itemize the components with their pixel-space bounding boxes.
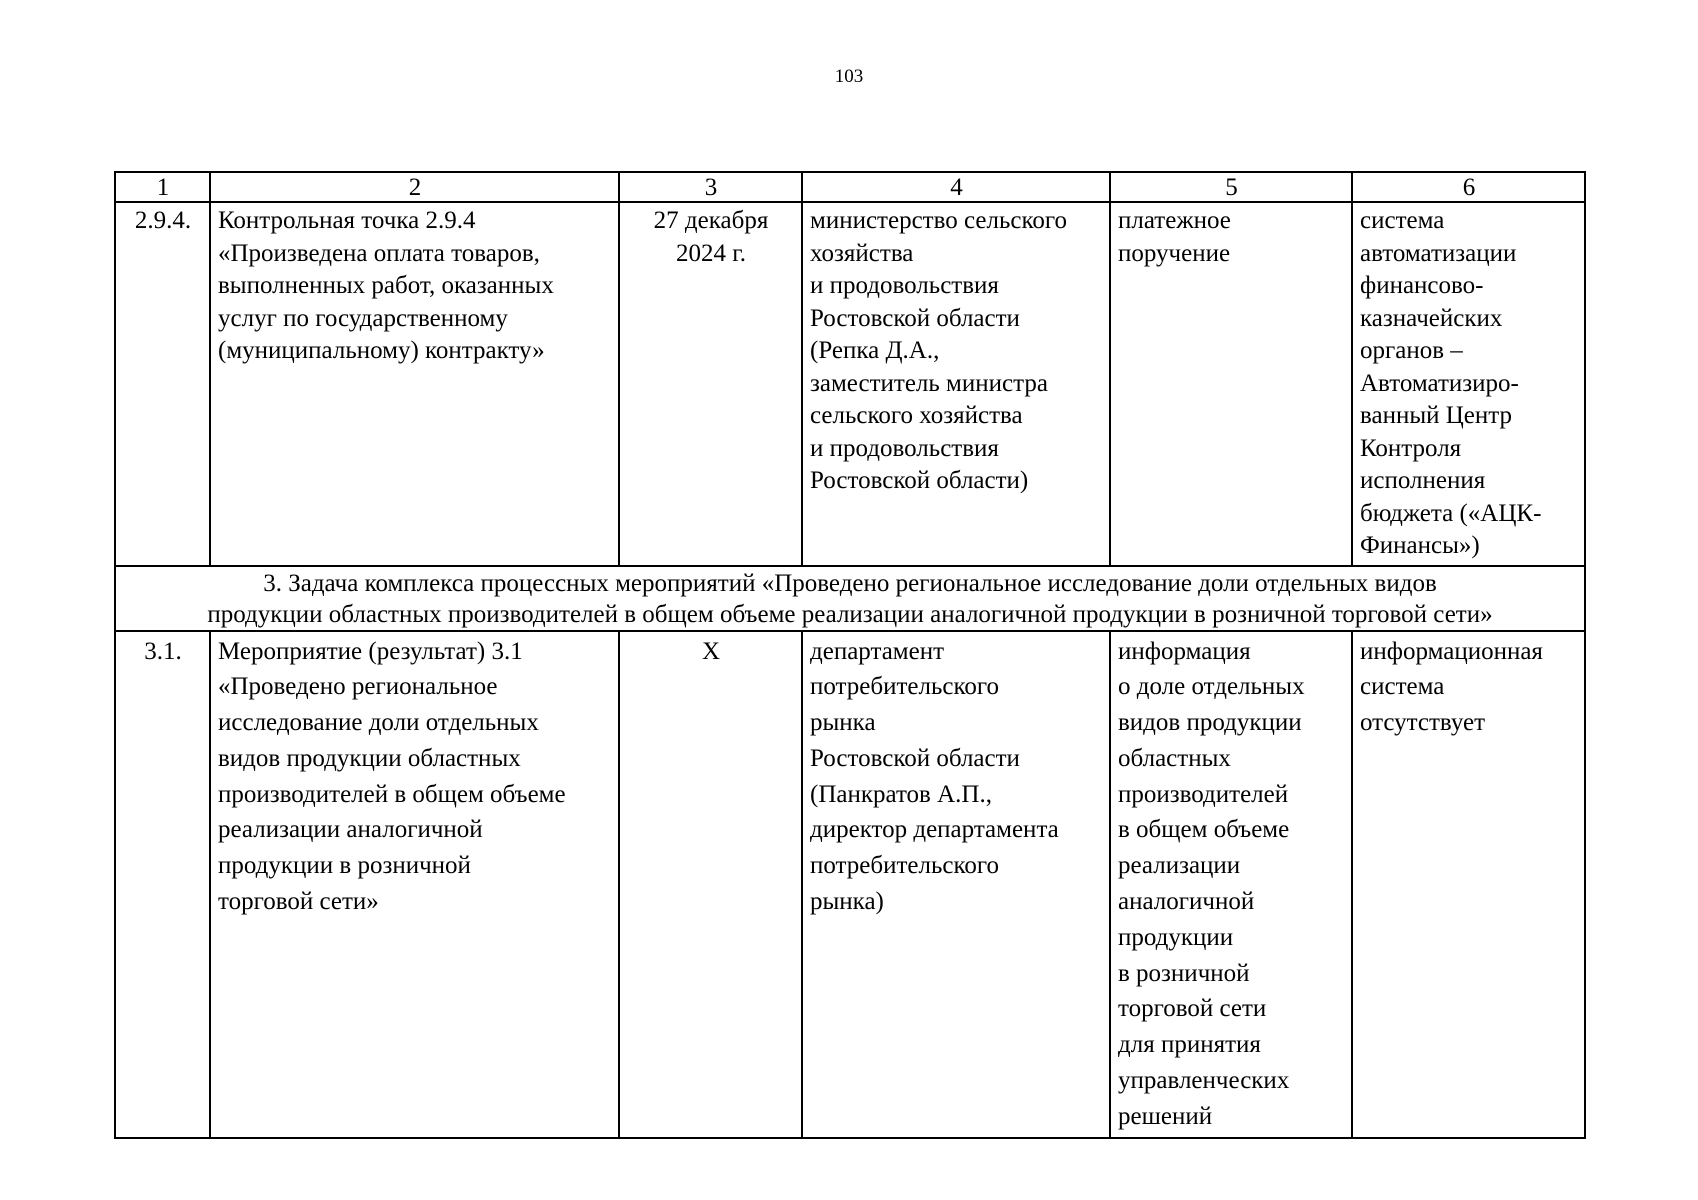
row-name-cell: Мероприятие (результат) 3.1 «Проведено региональное исследование доли отдельных видов продукции областных производителей в общем объеме реализации аналогичной продукции в розничной торговой сети» <box>210 631 619 1138</box>
column-header-1: 1 <box>115 172 210 202</box>
row-document-cell: информация о доле отдельных видов продукции областных производителей в общем объеме реализации аналогичной продукции в розничной торговой сети для принятия управленческих решений <box>1110 631 1352 1138</box>
row-document-cell: платежное поручение <box>1110 202 1352 566</box>
column-header-6: 6 <box>1352 172 1585 202</box>
row-number-cell: 2.9.4. <box>115 202 210 566</box>
task-section-row <box>115 566 1585 631</box>
column-header-4: 4 <box>802 172 1110 202</box>
page-number: 103 <box>834 66 864 87</box>
column-header-3: 3 <box>619 172 802 202</box>
row-system-cell: система автоматизации финансово- казначейских органов – Автоматизиро- ванный Центр Контроля исполнения бюджета («АЦК- Финансы») <box>1352 202 1585 566</box>
row-date-cell: X <box>619 631 802 1138</box>
table-row-2-9-4 <box>115 202 1585 566</box>
row-number-cell: 3.1. <box>115 631 210 1138</box>
column-header-5: 5 <box>1110 172 1352 202</box>
row-responsible-cell: министерство сельского хозяйства и продовольствия Ростовской области (Репка Д.А., заместитель министра сельского хозяйства и продовольствия Ростовской области) <box>802 202 1110 566</box>
row-name-cell: Контрольная точка 2.9.4 «Произведена оплата товаров, выполненных работ, оказанных услуг по государственному (муниципальному) контракту» <box>210 202 619 566</box>
row-responsible-cell: департамент потребительского рынка Ростовской области (Панкратов А.П., директор департамента потребительского рынка) <box>802 631 1110 1138</box>
row-date-cell: 27 декабря 2024 г. <box>619 202 802 566</box>
row-system-cell: информационная система отсутствует <box>1352 631 1585 1138</box>
measures-table <box>114 171 1586 1139</box>
task-section-title: 3. Задача комплекса процессных мероприятий «Проведено региональное исследование доли отдельных видов продукции областных производителей в общем объеме реализации аналогичной продукции в розничной торговой сети» <box>115 566 1585 631</box>
table-header-row <box>115 172 1585 202</box>
table-row-3-1 <box>115 631 1585 1138</box>
column-header-2: 2 <box>210 172 619 202</box>
